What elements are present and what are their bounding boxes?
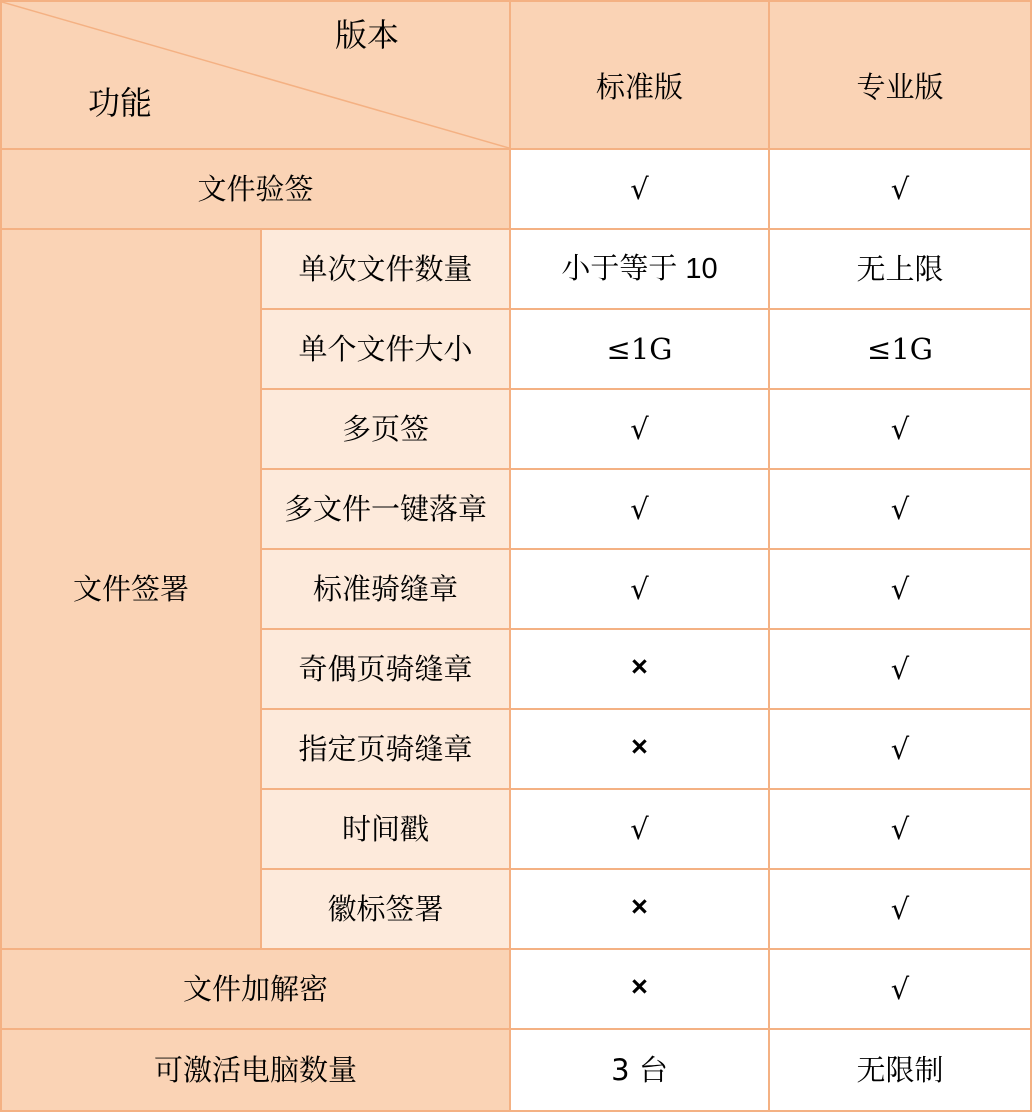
standard-value-cell (510, 709, 769, 789)
standard-value-cell: √ (510, 549, 769, 629)
table-row (1, 229, 1031, 309)
sub-feature-cell: 时间戳 (261, 789, 510, 869)
professional-value-cell: √ (769, 789, 1031, 869)
feature-group-cell: 文件签署 (1, 229, 261, 949)
feature-cell: 文件加解密 (1, 949, 510, 1029)
sub-feature-cell: 单个文件大小 (261, 309, 510, 389)
sub-feature-cell: 多页签 (261, 389, 510, 469)
professional-value-cell: √ (769, 549, 1031, 629)
professional-value-cell: √ (769, 949, 1031, 1029)
standard-value-cell: √ (510, 389, 769, 469)
professional-version-label: 专业版 (856, 69, 944, 104)
table-row (1, 1029, 1031, 1111)
standard-value-cell (510, 629, 769, 709)
cross-mark: × (631, 651, 648, 683)
professional-value-cell: √ (769, 709, 1031, 789)
standard-value-cell (510, 869, 769, 949)
diagonal-divider-line (2, 2, 509, 148)
corner-function-label: 功能 (88, 84, 153, 122)
corner-header-cell (1, 1, 510, 149)
professional-version-header (769, 1, 1031, 149)
sub-feature-cell: 徽标签署 (261, 869, 510, 949)
professional-value-cell: √ (769, 149, 1031, 229)
standard-value-cell: √ (510, 789, 769, 869)
standard-value-cell: ≤1G (510, 309, 769, 389)
sub-feature-cell: 奇偶页骑缝章 (261, 629, 510, 709)
professional-value-cell: √ (769, 869, 1031, 949)
sub-feature-cell: 单次文件数量 (261, 229, 510, 309)
professional-value-cell: √ (769, 389, 1031, 469)
standard-version-header (510, 1, 769, 149)
corner-version-label: 版本 (335, 16, 400, 54)
standard-value-cell: 3 台 (510, 1029, 769, 1111)
table-row (1, 149, 1031, 229)
sub-feature-cell: 标准骑缝章 (261, 549, 510, 629)
standard-value-cell (510, 949, 769, 1029)
professional-value-cell: ≤1G (769, 309, 1031, 389)
table-row (1, 949, 1031, 1029)
cross-mark: × (631, 731, 648, 763)
professional-value-cell: √ (769, 629, 1031, 709)
professional-value-cell: 无上限 (769, 229, 1031, 309)
cross-mark: × (631, 971, 648, 1003)
feature-cell: 可激活电脑数量 (1, 1029, 510, 1111)
standard-value-cell: 小于等于 10 (510, 229, 769, 309)
sub-feature-cell: 指定页骑缝章 (261, 709, 510, 789)
professional-value-cell: 无限制 (769, 1029, 1031, 1111)
standard-value-cell: √ (510, 469, 769, 549)
standard-value-cell: √ (510, 149, 769, 229)
standard-version-label: 标准版 (595, 69, 683, 104)
professional-value-cell: √ (769, 469, 1031, 549)
header-row (1, 1, 1031, 149)
sub-feature-cell: 多文件一键落章 (261, 469, 510, 549)
cross-mark: × (631, 891, 648, 923)
feature-cell: 文件验签 (1, 149, 510, 229)
